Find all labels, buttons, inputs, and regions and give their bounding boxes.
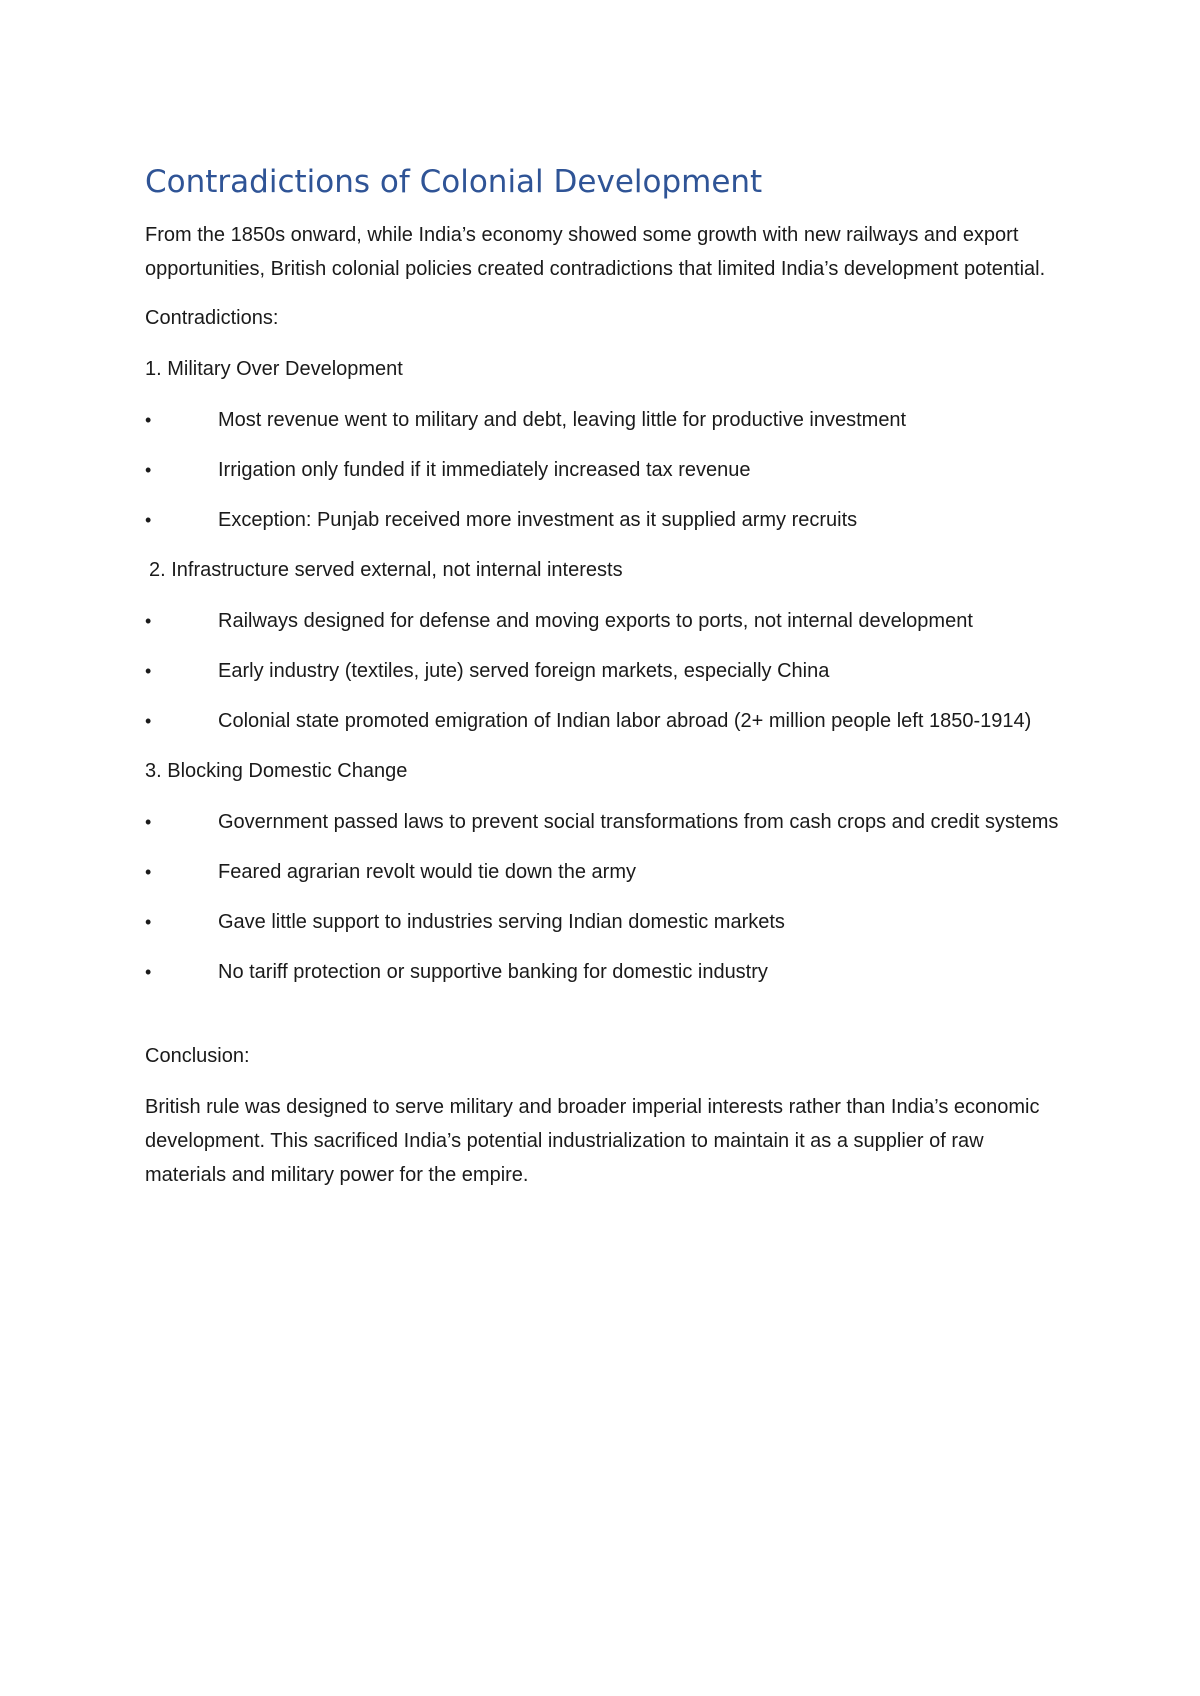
document-body: [145, 160, 1065, 1207]
list-item: [145, 503, 1065, 537]
list-item: [145, 955, 1065, 989]
list-item-text: Exception: Punjab received more investment as it supplied army recruits: [218, 509, 858, 531]
list-item-text: Railways designed for defense and moving exports to ports, not internal development: [218, 610, 973, 632]
list-item-text: Early industry (textiles, jute) served foreign markets, especially China: [218, 660, 830, 682]
conclusion-label: Conclusion:: [145, 1045, 250, 1067]
bullet-icon: •: [145, 962, 152, 982]
bullet-icon: •: [145, 510, 152, 530]
list-item: [145, 805, 1065, 839]
list-item: [145, 453, 1065, 487]
list-item: [145, 855, 1065, 889]
bullet-icon: •: [145, 812, 152, 832]
contradictions-label: Contradictions:: [145, 307, 279, 329]
list-item-text: Irrigation only funded if it immediately increased tax revenue: [218, 459, 751, 481]
list-item-text: Most revenue went to military and debt, leaving little for productive investment: [218, 409, 907, 431]
list-item-text: Feared agrarian revolt would tie down the army: [218, 861, 636, 883]
section-heading: 3. Blocking Domestic Change: [145, 760, 408, 782]
section-heading: 2. Infrastructure served external, not internal interests: [149, 559, 623, 581]
bullet-icon: •: [145, 460, 152, 480]
page-title: Contradictions of Colonial Development: [145, 164, 763, 200]
list-item: [145, 403, 1065, 437]
list-item-text: No tariff protection or supportive banking for domestic industry: [218, 961, 768, 983]
list-item-text: Gave little support to industries serving Indian domestic markets: [218, 911, 785, 933]
intro-paragraph: From the 1850s onward, while India’s economy showed some growth with new railways and export opportunities, British colonial policies created contradictions that limited India’s development potential.: [145, 224, 1046, 280]
list-item-text: Government passed laws to prevent social transformations from cash crops and credit systems: [218, 811, 1059, 833]
bullet-icon: •: [145, 711, 152, 731]
bullet-icon: •: [145, 862, 152, 882]
list-item: [145, 604, 1065, 638]
conclusion-paragraph: British rule was designed to serve military and broader imperial interests rather than India’s economic development. This sacrificed India’s potential industrialization to maintain it as a supplier of raw materials and military power for the empire.: [145, 1096, 1040, 1186]
bullet-icon: •: [145, 611, 152, 631]
bullet-icon: •: [145, 661, 152, 681]
bullet-icon: •: [145, 912, 152, 932]
list-item: [145, 905, 1065, 939]
bullet-icon: •: [145, 410, 152, 430]
list-item-text: Colonial state promoted emigration of Indian labor abroad (2+ million people left 1850-1914): [218, 710, 1032, 732]
blank-line: [145, 1005, 1065, 1039]
list-item: [145, 654, 1065, 688]
list-item: [145, 704, 1065, 738]
section-heading: 1. Military Over Development: [145, 358, 403, 380]
